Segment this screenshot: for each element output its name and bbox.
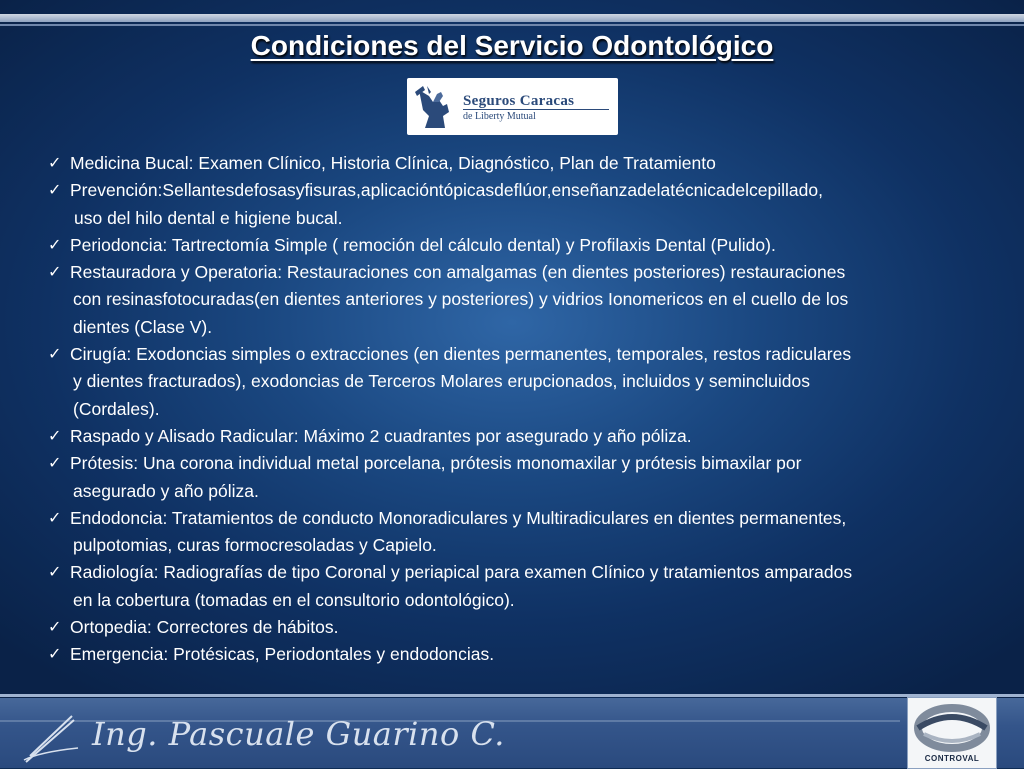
logo-brand-name: Seguros Caracas: [463, 93, 575, 109]
list-item: [48, 505, 1018, 560]
list-item-text: Endodoncia: Tratamientos de conducto Monoradiculares y Multiradiculares en dientes permanentes,: [70, 507, 847, 528]
list-item-text: con resinasfotocuradas(en dientes anteriores y posteriores) y vidrios Ionomericos en el cuello de los: [73, 289, 849, 310]
controval-label: CONTROVAL: [924, 754, 980, 763]
checkmark-icon: ✓: [48, 619, 62, 637]
checkmark-icon: ✓: [48, 564, 62, 582]
list-item: [48, 150, 1018, 177]
list-item: [48, 641, 1018, 668]
checkmark-icon: ✓: [48, 455, 62, 473]
list-item: [48, 614, 1018, 641]
list-item-text: en la cobertura (tomadas en el consultorio odontológico).: [73, 589, 515, 610]
checkmark-icon: ✓: [48, 264, 62, 282]
list-item: [48, 259, 1018, 341]
list-item-text: Ortopedia: Correctores de hábitos.: [70, 617, 339, 638]
logo-subtitle: de Liberty Mutual: [463, 111, 536, 122]
top-stripe-line: [0, 24, 1024, 26]
list-item-text: Emergencia: Protésicas, Periodontales y endodoncias.: [70, 644, 495, 665]
list-item-text: Cirugía: Exodoncias simples o extracciones (en dientes permanentes, temporales, restos radiculares: [70, 344, 852, 365]
list-item-text: Periodoncia: Tartrectomía Simple ( remoción del cálculo dental) y Profilaxis Dental (Pulido).: [70, 234, 776, 255]
checkmark-icon: ✓: [48, 346, 62, 364]
checkmark-icon: ✓: [48, 509, 62, 527]
top-stripe: [0, 14, 1024, 22]
checkmark-icon: ✓: [48, 427, 62, 445]
list-item-text: (Cordales).: [73, 398, 160, 419]
checkmark-icon: ✓: [48, 182, 62, 200]
list-item-text: Prevención:Sellantesdefosasyfisuras,aplicacióntópicasdeflúor,enseñanzadelatécnicadelcepillado,: [70, 180, 823, 201]
conditions-list: [48, 150, 1018, 669]
list-item: [48, 341, 1018, 423]
list-item: [48, 423, 1018, 450]
list-item-text: pulpotomias, curas formocresoladas y Capielo.: [73, 535, 437, 556]
controval-emblem-icon: [908, 700, 996, 756]
signature-flourish-icon: [20, 712, 80, 768]
list-item: [48, 232, 1018, 259]
list-item: [48, 177, 1018, 232]
slide-title: Condiciones del Servicio Odontológico: [250, 30, 774, 61]
list-item-text: Radiología: Radiografías de tipo Coronal y periapical para examen Clínico y tratamientos amparados: [70, 562, 853, 583]
checkmark-icon: ✓: [48, 236, 62, 254]
logo-rule: [463, 109, 609, 110]
list-item-text: y dientes fracturados), exodoncias de Terceros Molares erupcionados, incluidos y semincluidos: [73, 371, 810, 392]
list-item-text: Restauradora y Operatoria: Restauraciones con amalgamas (en dientes posteriores) restauraciones: [70, 262, 846, 283]
seguros-caracas-logo: [407, 78, 618, 135]
list-item-text: asegurado y año póliza.: [73, 480, 259, 501]
checkmark-icon: ✓: [48, 646, 62, 664]
list-item: [48, 450, 1018, 505]
list-item-text: uso del hilo dental e higiene bucal.: [74, 207, 343, 228]
list-item: [48, 559, 1018, 614]
bottom-separator: [0, 694, 1024, 697]
list-item-text: dientes (Clase V).: [73, 316, 213, 337]
statue-of-liberty-icon: [413, 82, 459, 132]
list-item-text: Medicina Bucal: Examen Clínico, Historia Clínica, Diagnóstico, Plan de Tratamiento: [70, 153, 716, 173]
signature: Ing. Pascuale Guarino C.: [92, 715, 505, 753]
list-item-text: Raspado y Alisado Radicular: Máximo 2 cuadrantes por asegurado y año póliza.: [70, 425, 692, 446]
controval-logo: [907, 697, 997, 769]
checkmark-icon: ✓: [48, 155, 62, 172]
list-item-text: Prótesis: Una corona individual metal porcelana, prótesis monomaxilar y prótesis bimaxilar por: [70, 453, 802, 474]
